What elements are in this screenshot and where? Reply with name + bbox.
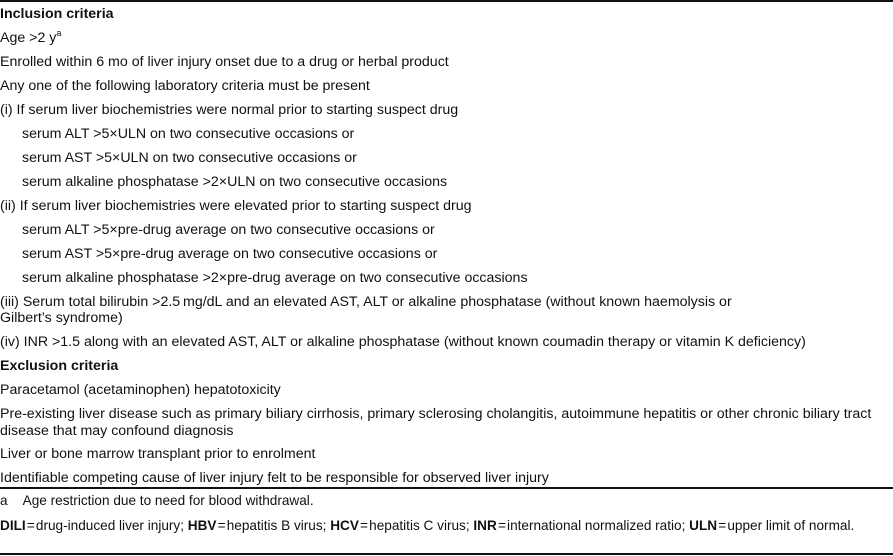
group-i-item: serum AST >5×ULN on two consecutive occasions or [22,150,357,166]
group-i-title: (i) If serum liver biochemistries were normal prior to starting suspect drug [0,102,459,118]
group-i-item: serum ALT >5×ULN on two consecutive occasions or [22,126,355,142]
table-top-rule [0,0,893,2]
group-ii-title: (ii) If serum liver biochemistries were elevated prior to starting suspect drug [0,198,472,214]
footnote-text: Age restriction due to need for blood withdrawal. [22,493,314,508]
inclusion-age [0,30,61,47]
abbreviations: DILI = drug-induced liver injury; HBV = hepatitis B virus; HCV = hepatitis C virus; INR = international normalized ratio; ULN = upper limit of normal. [0,518,855,533]
age-text: Age >2 y [0,30,57,46]
group-iii-line2: Gilbert’s syndrome) [0,310,123,326]
exclusion-item: Pre-existing liver disease such as primary biliary cirrhosis, primary sclerosing cholangitis, autoimmune hepatitis or other chronic biliary tract disease that may confound diagnosis [0,406,872,439]
abbr-term: HBV [187,518,217,533]
abbr-term: ULN [689,518,718,533]
abbr-term: DILI [0,518,26,533]
group-ii-item: serum AST >5×pre-drug average on two consecutive occasions or [22,246,438,262]
group-ii-item: serum ALT >5×pre-drug average on two consecutive occasions or [22,222,435,238]
table-bottom-rule [0,553,893,555]
abbr-def: drug-induced liver injury; [35,518,184,533]
footnote-marker: a [0,493,8,508]
inclusion-lab-intro: Any one of the following laboratory criteria must be present [0,78,370,94]
exclusion-item: Liver or bone marrow transplant prior to enrolment [0,446,316,462]
exclusion-heading: Exclusion criteria [0,358,119,374]
age-footnote-marker: a [56,28,62,38]
abbr-def: hepatitis B virus; [226,518,327,533]
group-ii-item: serum alkaline phosphatase >2×pre-drug average on two consecutive occasions [22,270,528,286]
abbr-def: upper limit of normal. [727,518,855,533]
abbr-def: hepatitis C virus; [369,518,470,533]
inclusion-heading: Inclusion criteria [0,6,114,22]
group-iii-line1: (iii) Serum total bilirubin >2.5 mg/dL and an elevated AST, ALT or alkaline phosphatase (without known haemolysis or [0,294,732,310]
group-iv: (iv) INR >1.5 along with an elevated AST, ALT or alkaline phosphatase (without known coumadin therapy or vitamin K deficiency) [0,334,806,350]
table-footer-rule [0,487,893,489]
exclusion-item: Paracetamol (acetaminophen) hepatotoxicity [0,382,281,398]
exclusion-item: Identifiable competing cause of liver injury felt to be responsible for observed liver injury [0,470,549,486]
inclusion-enrolled: Enrolled within 6 mo of liver injury onset due to a drug or herbal product [0,54,449,70]
abbr-term: HCV [330,518,359,533]
footnote-a [0,492,314,509]
group-i-item: serum alkaline phosphatase >2×ULN on two consecutive occasions [22,174,448,190]
abbr-def: international normalized ratio; [507,518,686,533]
abbr-term: INR [473,518,497,533]
